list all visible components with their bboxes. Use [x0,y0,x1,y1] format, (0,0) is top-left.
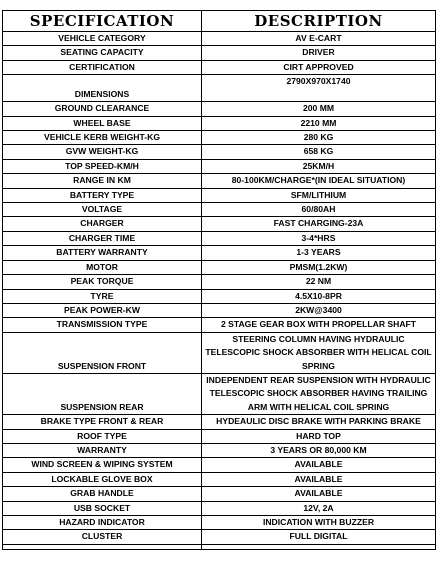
table-row [3,415,436,429]
table-row [3,289,436,303]
table-row [3,303,436,317]
table-row [3,102,436,116]
table-row [3,373,436,414]
table-row [3,131,436,145]
spec-value: 658 KG [202,145,436,159]
specification-table [2,10,436,550]
spec-label [3,544,202,549]
spec-value: 2210 MM [202,116,436,130]
spec-label: CHARGER TIME [3,231,202,245]
spec-label: PEAK TORQUE [3,275,202,289]
table-row [3,318,436,332]
table-row [3,501,436,515]
table-row [3,275,436,289]
spec-label: BATTERY TYPE [3,188,202,202]
spec-value: 60/80AH [202,203,436,217]
spec-label: BATTERY WARRANTY [3,246,202,260]
spec-value: 80-100KM/CHARGE*(IN IDEAL SITUATION) [202,174,436,188]
spec-value: FULL DIGITAL [202,530,436,544]
spec-value: CIRT APPROVED [202,60,436,74]
spec-value: 2KW@3400 [202,303,436,317]
spec-label: WHEEL BASE [3,116,202,130]
spec-value: AV E-CART [202,32,436,46]
spec-label: MOTOR [3,260,202,274]
spec-label: WARRANTY [3,443,202,457]
spec-value: AVAILABLE [202,487,436,501]
table-row [3,145,436,159]
spec-value: INDEPENDENT REAR SUSPENSION WITH HYDRAULIC TELESCOPIC SHOCK ABSORBER HAVING TRAILING ARM WITH HELICAL COIL SPRING [202,373,436,414]
spec-label: PEAK POWER-KW [3,303,202,317]
spec-label: GROUND CLEARANCE [3,102,202,116]
spec-label: WIND SCREEN & WIPING SYSTEM [3,458,202,472]
table-row [3,60,436,74]
spec-label: TRANSMISSION TYPE [3,318,202,332]
header-specification: SPECIFICATION [3,11,202,32]
spec-label: SUSPENSION FRONT [3,332,202,373]
spec-value: INDICATION WITH BUZZER [202,516,436,530]
spec-label: GVW WEIGHT-KG [3,145,202,159]
spec-value: PMSM(1.2KW) [202,260,436,274]
table-header-row [3,11,436,32]
spec-label: TYRE [3,289,202,303]
table-row [3,516,436,530]
spec-value: SFM/LITHIUM [202,188,436,202]
spec-value: AVAILABLE [202,458,436,472]
spec-value: 25KM/H [202,159,436,173]
spec-label: TOP SPEED-KM/H [3,159,202,173]
table-row [3,159,436,173]
spec-label: LOCKABLE GLOVE BOX [3,472,202,486]
spec-value: 22 NM [202,275,436,289]
spec-value: DRIVER [202,46,436,60]
spec-label: CLUSTER [3,530,202,544]
table-row [3,487,436,501]
spec-value [202,544,436,549]
spec-value: 4.5X10-8PR [202,289,436,303]
spec-value: 3 YEARS OR 80,000 KM [202,443,436,457]
spec-label: ROOF TYPE [3,429,202,443]
spec-value: 2790X970X1740 [202,75,436,102]
spec-value: 280 KG [202,131,436,145]
table-row [3,443,436,457]
table-row-partial [3,544,436,549]
spec-label: GRAB HANDLE [3,487,202,501]
spec-value: AVAILABLE [202,472,436,486]
spec-label: USB SOCKET [3,501,202,515]
table-row [3,32,436,46]
table-row [3,458,436,472]
spec-label: CHARGER [3,217,202,231]
table-row [3,429,436,443]
spec-label: BRAKE TYPE FRONT & REAR [3,415,202,429]
spec-label: SUSPENSION REAR [3,373,202,414]
spec-label: VEHICLE CATEGORY [3,32,202,46]
table-row [3,472,436,486]
spec-value: 200 MM [202,102,436,116]
table-row [3,530,436,544]
spec-value: 1-3 YEARS [202,246,436,260]
table-row [3,174,436,188]
spec-value: 12V, 2A [202,501,436,515]
table-row [3,231,436,245]
table-row [3,246,436,260]
spec-value: FAST CHARGING-23A [202,217,436,231]
table-row [3,46,436,60]
spec-label: DIMENSIONS [3,75,202,102]
spec-label: HAZARD INDICATOR [3,516,202,530]
spec-value: HARD TOP [202,429,436,443]
table-row [3,188,436,202]
spec-value: 3-4*HRS [202,231,436,245]
spec-value: HYDEAULIC DISC BRAKE WITH PARKING BRAKE [202,415,436,429]
spec-value: 2 STAGE GEAR BOX WITH PROPELLAR SHAFT [202,318,436,332]
spec-label: CERTIFICATION [3,60,202,74]
spec-label: SEATING CAPACITY [3,46,202,60]
header-description: DESCRIPTION [202,11,436,32]
table-row [3,217,436,231]
spec-label: RANGE IN KM [3,174,202,188]
spec-label: VEHICLE KERB WEIGHT-KG [3,131,202,145]
table-row [3,332,436,373]
table-row [3,260,436,274]
spec-label: VOLTAGE [3,203,202,217]
spec-value: STEERING COLUMN HAVING HYDRAULIC TELESCOPIC SHOCK ABSORBER WITH HELICAL COIL SPRING [202,332,436,373]
table-row [3,203,436,217]
table-row [3,75,436,102]
table-row [3,116,436,130]
